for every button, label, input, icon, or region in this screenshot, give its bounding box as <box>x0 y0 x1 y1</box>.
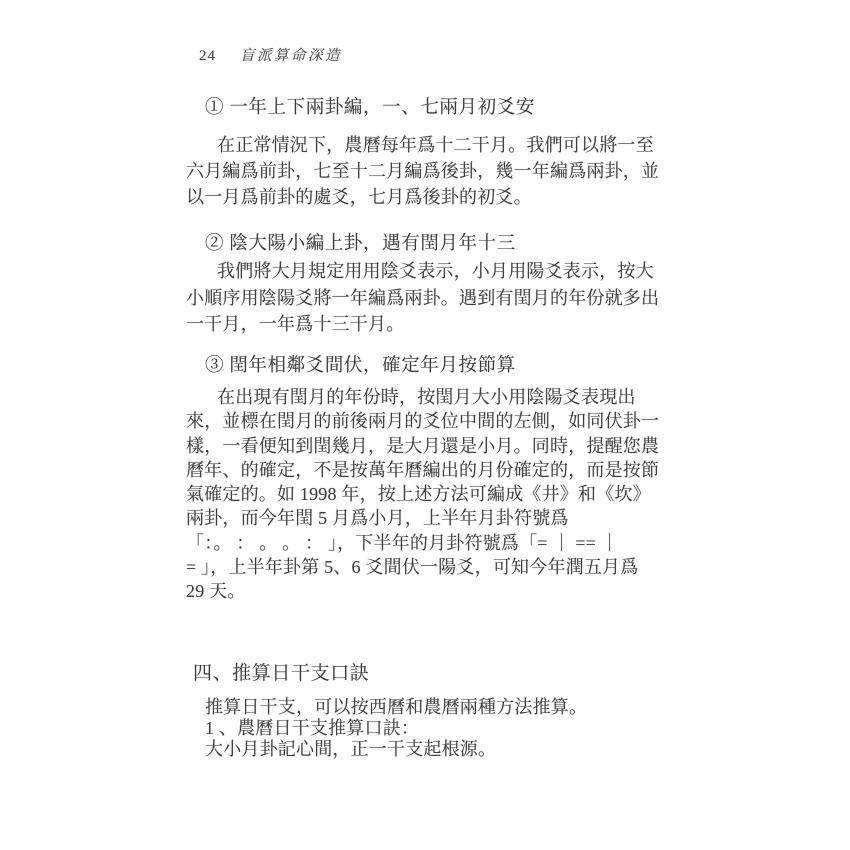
text-line: 在出現有閏月的年份時，按閏月大小用陰陽爻表現出 <box>217 387 636 407</box>
section-4-paragraph <box>205 697 587 759</box>
section-3-heading: ③ 閏年相鄰爻間伏，確定年月按節算 <box>205 356 516 376</box>
section-1-heading: ① 一年上下兩卦編，一、七兩月初爻安 <box>205 98 535 118</box>
text-line: 1 、農曆日干支推算口訣： <box>205 717 420 738</box>
section-3-paragraph <box>186 385 659 604</box>
text-line: 以一月爲前卦的處爻，七月爲後卦的初爻。 <box>186 187 532 207</box>
text-line: 兩卦，而今年閏 5 月爲小月，上半年月卦符號爲 <box>186 508 569 529</box>
text-line: 我們將大月規定用用陰爻表示，小月用陽爻表示，按大 <box>217 261 654 281</box>
page-number: 24 <box>199 48 216 64</box>
text-line: 「：。 ： 。 。 ： 」，下半年的月卦符號爲「= ｜ == ｜ <box>186 532 619 553</box>
text-line: 氣確定的。如 1998 年，按上述方法可編成《井》和《坎》 <box>186 484 651 505</box>
text-line: 一干月，一年爲十三干月。 <box>186 314 405 334</box>
section-2-paragraph <box>186 258 659 338</box>
text-line: 推算日干支，可以按西曆和農曆兩種方法推算。 <box>205 697 588 717</box>
page-header <box>199 44 342 65</box>
section-4-heading: 四、推算日干支口訣 <box>193 663 370 684</box>
section-2-heading: ② 陰大陽小編上卦，遇有閏月年十三 <box>205 234 516 254</box>
text-line: = 」，上半年卦第 5、6 爻間伏一陽爻，可知今年潤五月爲 <box>186 557 639 578</box>
running-title: 盲派算命深造 <box>240 48 342 64</box>
text-line: 大小月卦記心間，正一干支起根源。 <box>205 738 497 759</box>
text-line: 曆年、的確定，不是按萬年曆編出的月份確定的，而是按節 <box>186 459 660 480</box>
text-line: 小順序用陰陽爻將一年編爲兩卦。遇到有閏月的年份就多出 <box>186 287 660 308</box>
text-line: 在正常情況下，農曆每年爲十二干月。我們可以將一至 <box>217 135 654 155</box>
text-line: 來，並標在閏月的前後兩月的爻位中間的左側，如同伏卦一 <box>186 411 660 432</box>
section-1-paragraph <box>186 132 659 210</box>
text-line: 樣，一看便知到閏幾月，是大月還是小月。同時，提醒您農 <box>186 435 660 456</box>
text-line: 六月編爲前卦，七至十二月編爲後卦，幾一年編爲兩卦，並 <box>186 161 660 181</box>
text-line: 29 天。 <box>186 581 246 602</box>
